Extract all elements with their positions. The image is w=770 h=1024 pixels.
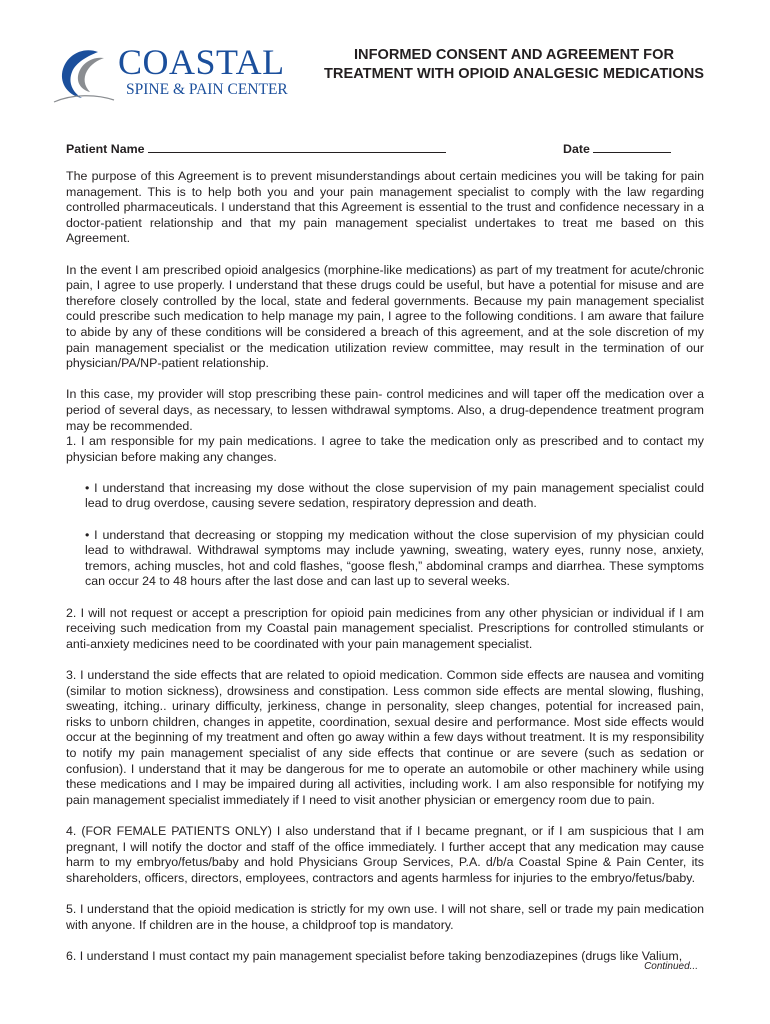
logo-name: COASTAL <box>118 42 285 82</box>
withdrawal-bullet: • I understand that decreasing or stopping my medication without the close supervision of my physician could lead to withdrawal. Withdrawal symptoms may include yawning, sweating, watery eyes, runny nose, anxiety, tremors, aching muscles, hot and cold flashes, “goose flesh,” abdominal cramps and diarrhea. These symptoms can occur 24 to 48 hours after the last dose and can last up to several weeks. <box>85 527 704 589</box>
opioid-conditions-paragraph: In the event I am prescribed opioid analgesics (morphine-like medications) as part of my treatment for acute/chronic pain, I agree to use properly. I understand that these drugs could be useful, but have a potential for misuse and are therefore closely controlled by the local, state and federal governments. Because my pain management specialist could prescribe such medication to help manage my pain, I agree to the following conditions. I am aware that failure to abide by any of these conditions will be considered a breach of this agreement, and at the sole discretion of my pain management specialist or the medication utilization review committee, may result in the termination of our physician/PA/NP-patient relationship. <box>66 262 704 371</box>
condition-item-1: 1. I am responsible for my pain medications. I agree to take the medication only as prescribed and to contact my physician before making any changes. <box>66 434 704 464</box>
continued-note: Continued... <box>644 961 698 972</box>
document-title <box>304 46 724 84</box>
agreement-body <box>66 169 704 980</box>
title-line-1: INFORMED CONSENT AND AGREEMENT FOR <box>354 47 674 63</box>
logo-subtitle: SPINE & PAIN CENTER <box>126 81 288 98</box>
title-line-2: TREATMENT WITH OPIOID ANALGESIC MEDICATIONS <box>324 66 704 82</box>
condition-item-6: 6. I understand I must contact my pain management specialist before taking benzodiazepines (drugs like Valium, <box>66 948 683 963</box>
condition-item-4: 4. (FOR FEMALE PATIENTS ONLY) I also understand that if I became pregnant, or if I am suspicious that I am pregnant, I will notify the doctor and staff of the office immediately. I further accept that any medication may cause harm to my embryo/fetus/baby and hold Physicians Group Services, P.A. d/b/a Coastal Spine & Pain Center, its shareholders, officers, directors, employees, contractors and agents harmless for injuries to the embryo/fetus/baby. <box>66 823 704 885</box>
patient-name-label: Patient Name <box>66 142 145 156</box>
date-line[interactable] <box>593 141 671 153</box>
date-label: Date <box>563 142 590 156</box>
condition-item-2: 2. I will not request or accept a prescription for opioid pain medicines from any other physician or individual if I am receiving such medication from my Coastal pain management specialist. Prescriptions for controlled stimulants or anti-anxiety medicines need to be coordinated with your pain management specialist. <box>66 605 704 651</box>
taper-paragraph: In this case, my provider will stop prescribing these pain- control medicines and will taper off the medication over a period of several days, as necessary, to lessen withdrawal symptoms. Also, a drug-dependence treatment program may be recommended. <box>66 387 704 433</box>
condition-item-5: 5. I understand that the opioid medication is strictly for my own use. I will not share, sell or trade my pain medication with anyone. If children are in the house, a childproof top is mandatory. <box>66 901 704 932</box>
overdose-bullet: • I understand that increasing my dose without the close supervision of my pain management specialist could lead to drug overdose, causing severe sedation, respiratory depression and death. <box>85 480 704 511</box>
date-field[interactable] <box>563 141 671 156</box>
coastal-wave-logo-icon <box>52 44 122 106</box>
patient-info-row <box>66 141 704 161</box>
patient-name-field[interactable] <box>66 141 446 156</box>
purpose-paragraph: The purpose of this Agreement is to prevent misunderstandings about certain medicines you will be taking for pain management. This is to help both you and your pain management specialist to comply with the law regarding controlled pharmaceuticals. I understand that this Agreement is essential to the trust and confidence necessary in a doctor-patient relationship and that my pain management specialist undertakes to treat me based on this Agreement. <box>66 169 704 246</box>
condition-item-3: 3. I understand the side effects that are related to opioid medication. Common side effects are nausea and vomiting (similar to motion sickness), drowsiness and constipation. Less common side effects are mental slowing, flushing, sweating, itching.. urinary difficulty, jerkiness, change in personality, sleep changes, potential for increased pain, risks to unborn children, changes in appetite, coordination, sexual desire and performance. Most side effects would occur at the beginning of my treatment and often go away within a few days without treatment. It is my responsibility to notify my pain management specialist of any side effects that continue or are severe (such as sedation or confusion). I understand that it may be dangerous for me to operate an automobile or other machinery while using these medications and I may be impaired during all activities, including work. I am also responsible for notifying my pain management specialist immediately if I need to visit another physician or emergency room due to pain. <box>66 668 704 807</box>
patient-name-line[interactable] <box>148 141 446 153</box>
coastal-logo <box>52 38 302 108</box>
